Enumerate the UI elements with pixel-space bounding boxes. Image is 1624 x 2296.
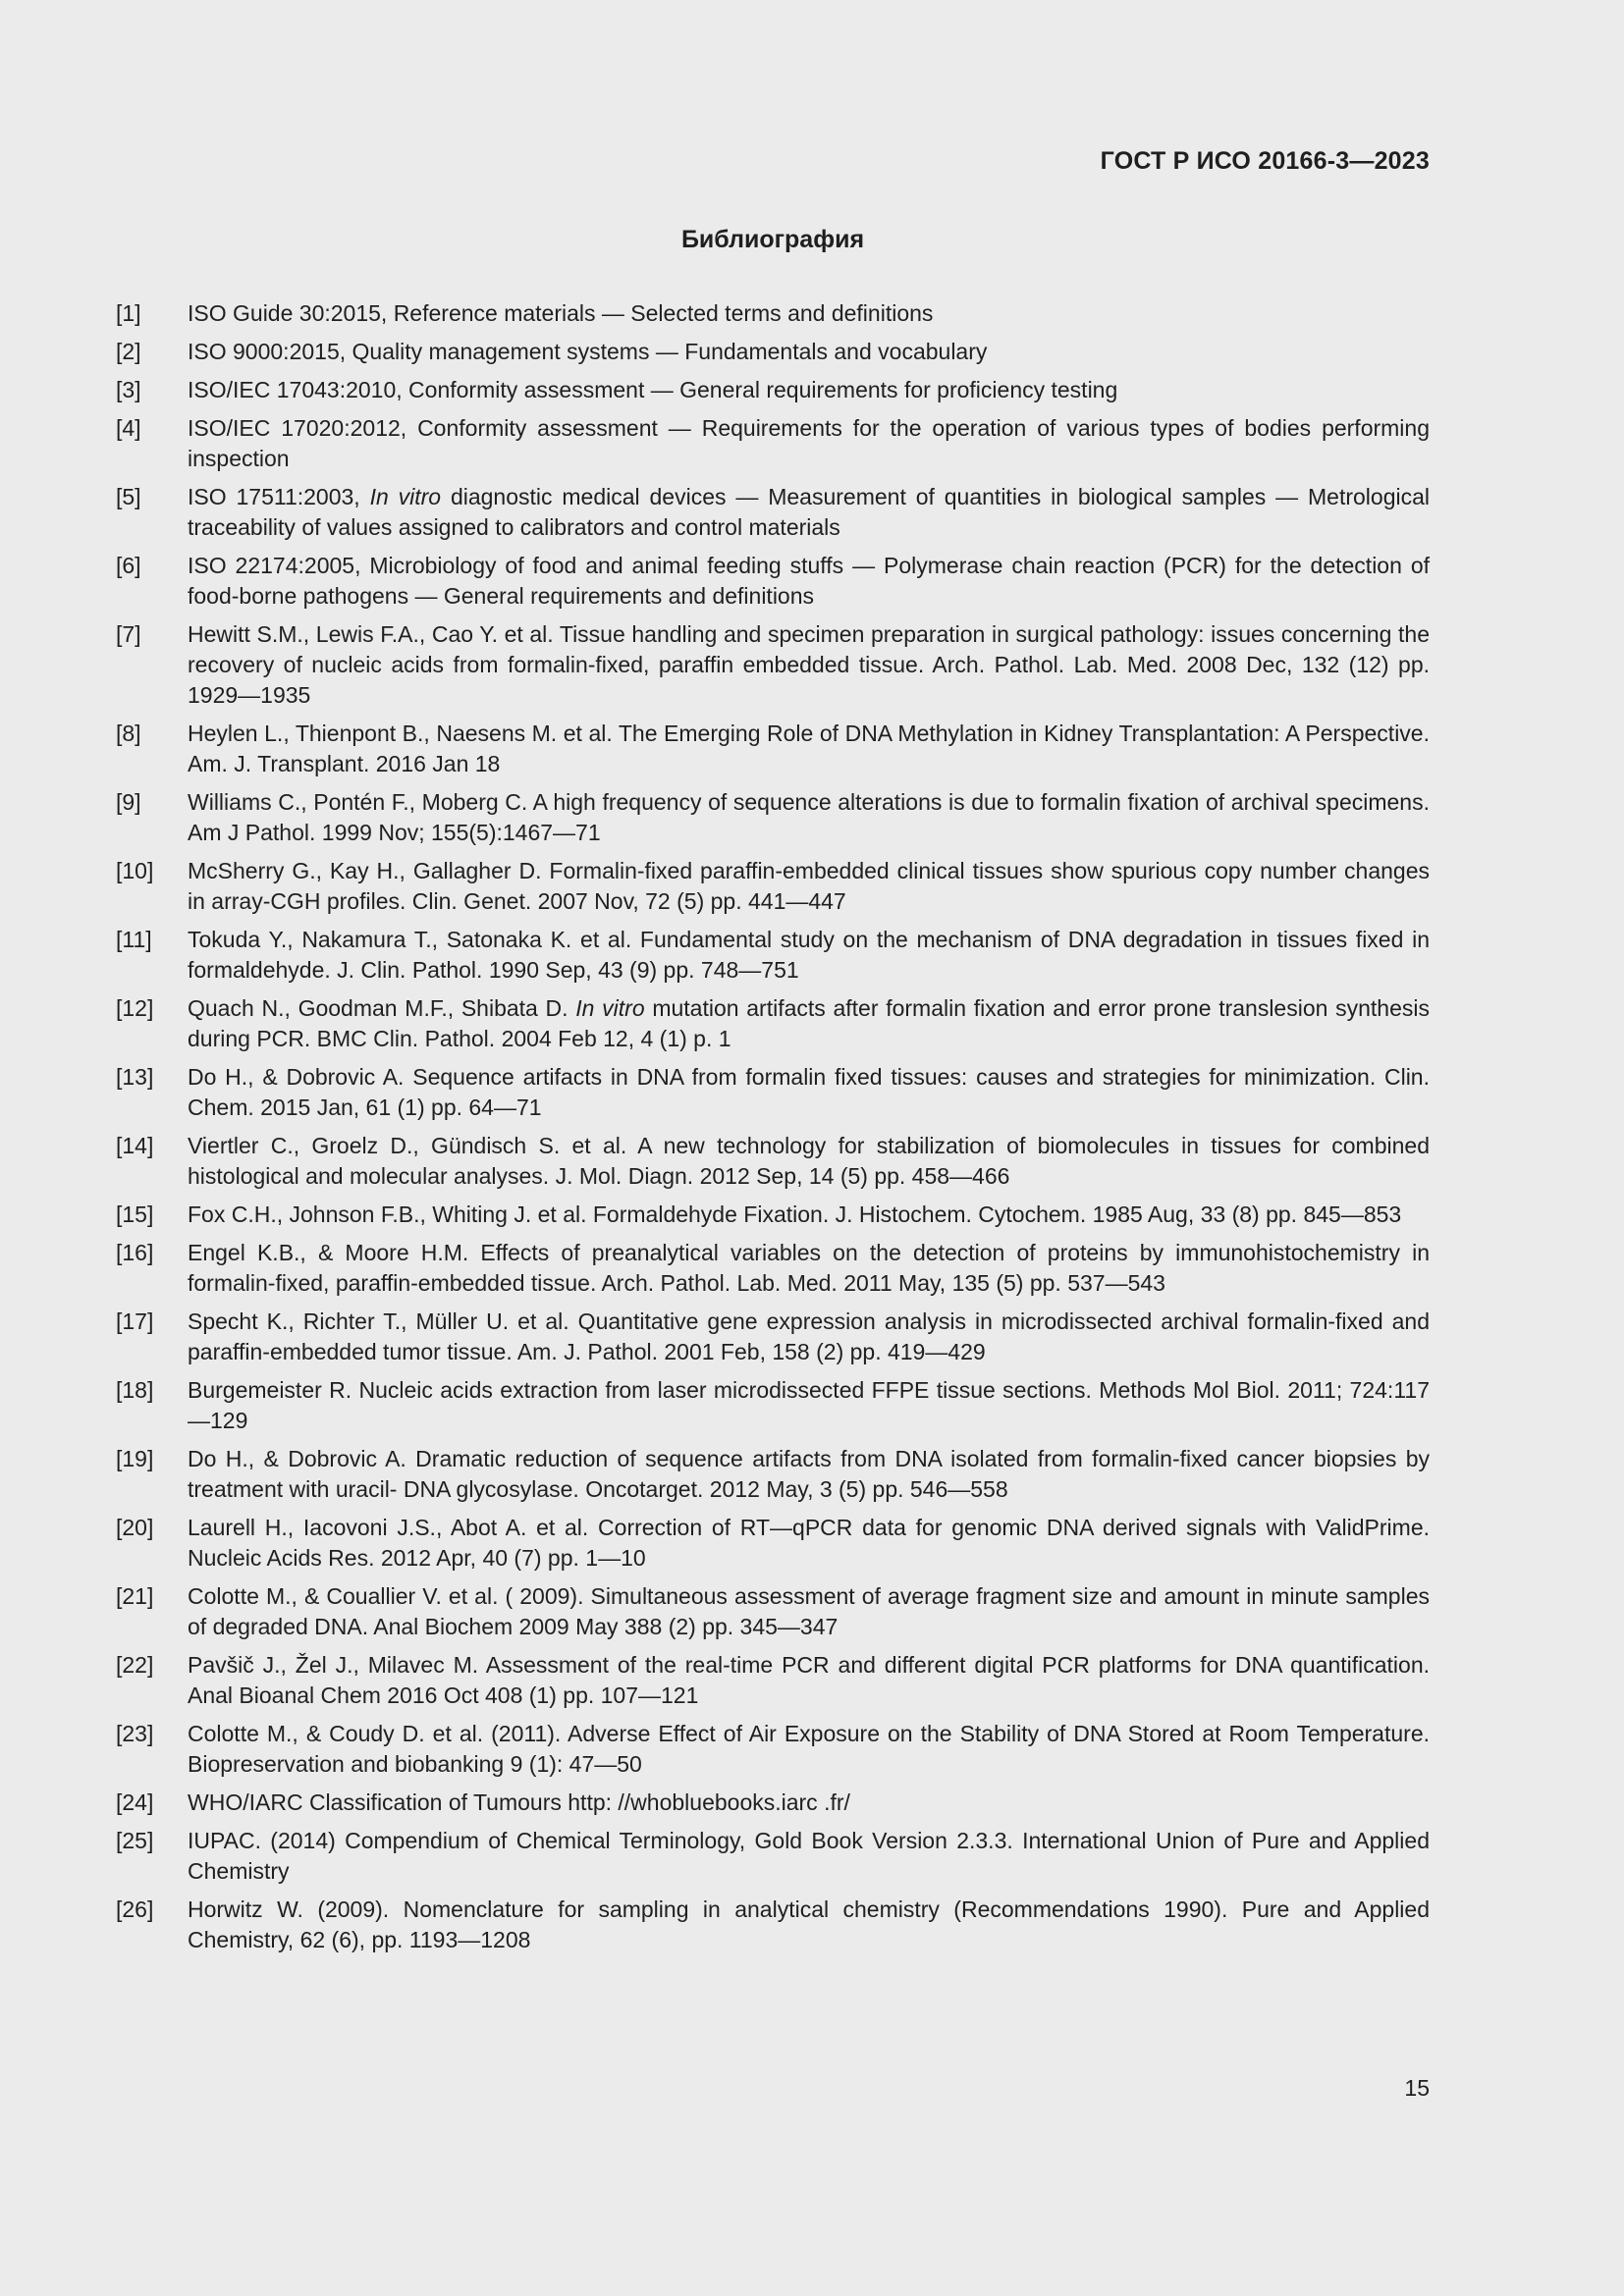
reference-item: [116, 1719, 1430, 1780]
reference-item: [116, 1200, 1430, 1230]
reference-item: [116, 1788, 1430, 1818]
reference-text-part: Quach N., Goodman M.F., Shibata D.: [188, 995, 576, 1021]
reference-item: [116, 1513, 1430, 1574]
reference-item: [116, 298, 1430, 329]
reference-text: Horwitz W. (2009). Nomenclature for sampling in analytical chemistry (Recommendations 1990). Pure and Applied Chemistry, 62 (6), pp. 1193—1208: [188, 1896, 1430, 1952]
reference-number: [25]: [116, 1828, 154, 1853]
reference-number: [9]: [116, 789, 141, 815]
reference-text: Engel K.B., & Moore H.M. Effects of preanalytical variables on the detection of proteins by immunohistochemistry in formalin-fixed, paraffin-embedded tissue. Arch. Pathol. Lab. Med. 2011 May, 135 (5) pp. 537—543: [188, 1240, 1430, 1296]
reference-item: [116, 551, 1430, 612]
reference-text: Do H., & Dobrovic A. Dramatic reduction of sequence artifacts from DNA isolated from formalin-fixed cancer biopsies by treatment with uracil- DNA glycosylase. Oncotarget. 2012 May, 3 (5) pp. 546—558: [188, 1446, 1430, 1502]
reference-item: [116, 925, 1430, 986]
reference-item: [116, 413, 1430, 474]
reference-item: [116, 1307, 1430, 1367]
bibliography-title: Библиография: [680, 226, 865, 253]
reference-text-part: mutation artifacts after formalin fixation and error prone translesion synthesis during PCR. BMC Clin. Pathol. 2004 Feb 12, 4 (1) p. 1: [188, 995, 1430, 1051]
reference-item: [116, 1581, 1430, 1642]
reference-text: Specht K., Richter T., Müller U. et al. Quantitative gene expression analysis in microdissected archival formalin-fixed and paraffin-embedded tumor tissue. Am. J. Pathol. 2001 Feb, 158 (2) pp. 419—429: [188, 1308, 1430, 1364]
reference-text: McSherry G., Kay H., Gallagher D. Formalin-fixed paraffin-embedded clinical tissues show spurious copy number changes in array-CGH profiles. Clin. Genet. 2007 Nov, 72 (5) pp. 441—447: [188, 858, 1430, 914]
reference-number: [15]: [116, 1201, 154, 1227]
reference-text: ISO/IEC 17020:2012, Conformity assessment — Requirements for the operation of various types of bodies performing inspection: [188, 415, 1430, 471]
reference-text: Burgemeister R. Nucleic acids extraction from laser microdissected FFPE tissue sections. Methods Mol Biol. 2011; 724:117—129: [188, 1377, 1430, 1433]
reference-number: [5]: [116, 484, 141, 509]
reference-text: ISO 22174:2005, Microbiology of food and animal feeding stuffs — Polymerase chain reaction (PCR) for the detection of food-borne pathogens — General requirements and definitions: [188, 553, 1430, 609]
reference-text: [188, 993, 1430, 1054]
reference-number: [8]: [116, 721, 141, 746]
reference-item: [116, 856, 1430, 917]
reference-number: [18]: [116, 1377, 154, 1403]
reference-text: WHO/IARC Classification of Tumours http: //whobluebooks.iarc .fr/: [188, 1789, 850, 1815]
reference-number: [3]: [116, 377, 141, 402]
reference-item: [116, 1062, 1430, 1123]
reference-number: [19]: [116, 1446, 154, 1471]
reference-item: [116, 337, 1430, 367]
reference-number: [24]: [116, 1789, 154, 1815]
reference-text: Colotte M., & Couallier V. et al. ( 2009). Simultaneous assessment of average fragment size and amount in minute samples of degraded DNA. Anal Biochem 2009 May 388 (2) pp. 345—347: [188, 1583, 1430, 1639]
reference-text: Do H., & Dobrovic A. Sequence artifacts in DNA from formalin fixed tissues: causes and strategies for minimization. Clin. Chem. 2015 Jan, 61 (1) pp. 64—71: [188, 1064, 1430, 1120]
page-number: 15: [1404, 2075, 1430, 2101]
reference-number: [16]: [116, 1240, 154, 1265]
reference-text: ISO/IEC 17043:2010, Conformity assessment — General requirements for proficiency testing: [188, 377, 1118, 402]
document-code-header: ГОСТ Р ИСО 20166-3—2023: [1100, 147, 1430, 175]
reference-number: [13]: [116, 1064, 154, 1090]
reference-item: [116, 719, 1430, 779]
reference-number: [10]: [116, 858, 154, 883]
reference-text: Tokuda Y., Nakamura T., Satonaka K. et al. Fundamental study on the mechanism of DNA degradation in tissues fixed in formaldehyde. J. Clin. Pathol. 1990 Sep, 43 (9) pp. 748—751: [188, 927, 1430, 983]
reference-text: Williams C., Pontén F., Moberg C. A high frequency of sequence alterations is due to formalin fixation of archival specimens. Am J Pathol. 1999 Nov; 155(5):1467—71: [188, 789, 1430, 845]
reference-number: [11]: [116, 927, 152, 952]
reference-item: [116, 1895, 1430, 1955]
reference-text-part: ISO 17511:2003,: [188, 484, 370, 509]
reference-item: [116, 375, 1430, 405]
reference-list: [116, 298, 1430, 1963]
reference-text: ISO 9000:2015, Quality management systems — Fundamentals and vocabulary: [188, 339, 988, 364]
reference-item: [116, 1444, 1430, 1505]
reference-text: Fox C.H., Johnson F.B., Whiting J. et al. Formaldehyde Fixation. J. Histochem. Cytochem. 1985 Aug, 33 (8) pp. 845—853: [188, 1201, 1402, 1227]
reference-number: [12]: [116, 995, 154, 1021]
reference-number: [22]: [116, 1652, 154, 1678]
reference-item: [116, 787, 1430, 848]
reference-text: Hewitt S.M., Lewis F.A., Cao Y. et al. Tissue handling and specimen preparation in surgical pathology: issues concerning the recovery of nucleic acids from formalin-fixed, paraffin embedded tissue. Arch. Pathol. Lab. Med. 2008 Dec, 132 (12) pp. 1929—1935: [188, 621, 1430, 708]
reference-item: [116, 619, 1430, 711]
reference-item: [116, 1131, 1430, 1192]
reference-number: [26]: [116, 1896, 154, 1922]
reference-text-part: diagnostic medical devices — Measurement of quantities in biological samples — Metrological traceability of values assigned to calibrators and control materials: [188, 484, 1430, 540]
reference-item: [116, 1238, 1430, 1299]
reference-number: [6]: [116, 553, 141, 578]
reference-text: IUPAC. (2014) Compendium of Chemical Terminology, Gold Book Version 2.3.3. International Union of Pure and Applied Chemistry: [188, 1828, 1430, 1884]
reference-text-italic: In vitro: [369, 484, 442, 509]
reference-text: ISO Guide 30:2015, Reference materials — Selected terms and definitions: [188, 300, 934, 326]
reference-number: [4]: [116, 415, 141, 441]
reference-text-italic: In vitro: [575, 995, 645, 1021]
reference-item: [116, 1826, 1430, 1887]
reference-number: [14]: [116, 1133, 154, 1158]
reference-text: Viertler C., Groelz D., Gündisch S. et al. A new technology for stabilization of biomolecules in tissues for combined histological and molecular analyses. J. Mol. Diagn. 2012 Sep, 14 (5) pp. 458—466: [188, 1133, 1430, 1189]
reference-item: [116, 993, 1430, 1054]
reference-number: [21]: [116, 1583, 154, 1609]
reference-number: [17]: [116, 1308, 154, 1334]
reference-text: [188, 482, 1430, 543]
reference-item: [116, 1650, 1430, 1711]
reference-item: [116, 482, 1430, 543]
reference-text: Heylen L., Thienpont B., Naesens M. et al. The Emerging Role of DNA Methylation in Kidney Transplantation: A Perspective. Am. J. Transplant. 2016 Jan 18: [188, 721, 1430, 776]
reference-text: Pavšič J., Žel J., Milavec M. Assessment of the real-time PCR and different digital PCR platforms for DNA quantification. Anal Bioanal Chem 2016 Oct 408 (1) pp. 107—121: [188, 1652, 1430, 1708]
reference-number: [1]: [116, 300, 141, 326]
reference-number: [20]: [116, 1515, 154, 1540]
reference-text: Colotte M., & Coudy D. et al. (2011). Adverse Effect of Air Exposure on the Stability of DNA Stored at Room Temperature. Biopreservation and biobanking 9 (1): 47—50: [188, 1721, 1430, 1777]
reference-number: [23]: [116, 1721, 154, 1746]
reference-text: Laurell H., Iacovoni J.S., Abot A. et al. Correction of RT—qPCR data for genomic DNA derived signals with ValidPrime. Nucleic Acids Res. 2012 Apr, 40 (7) pp. 1—10: [188, 1515, 1430, 1571]
reference-number: [7]: [116, 621, 141, 647]
reference-number: [2]: [116, 339, 141, 364]
reference-item: [116, 1375, 1430, 1436]
